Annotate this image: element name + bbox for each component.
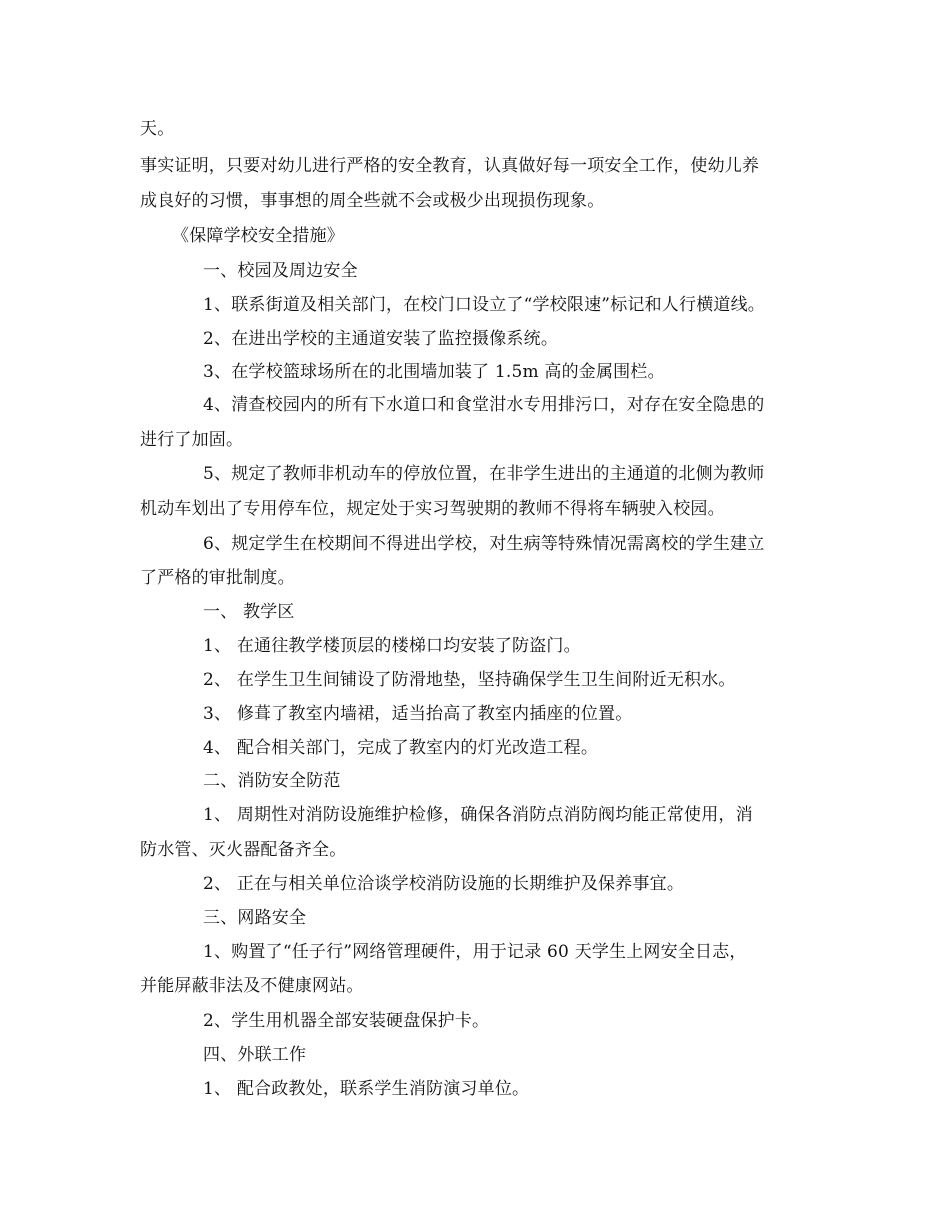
list-item-continuation: 进行了加固。 xyxy=(140,430,244,450)
list-item: 1、 配合政教处，联系学生消防演习单位。 xyxy=(203,1079,530,1099)
list-item: 4、 配合相关部门，完成了教室内的灯光改造工程。 xyxy=(203,738,599,758)
heading: 一、 教学区 xyxy=(203,602,295,622)
list-item: 2、在进出学校的主通道安装了监控摄像系统。 xyxy=(203,329,559,349)
heading: 四、外联工作 xyxy=(203,1045,307,1065)
list-item: 5、规定了教师非机动车的停放位置，在非学生进出的主通道的北侧为教师 xyxy=(203,464,765,484)
list-item: 6、规定学生在校期间不得进出学校，对生病等特殊情况需离校的学生建立 xyxy=(203,534,765,554)
list-item: 2、 正在与相关单位洽谈学校消防设施的长期维护及保养事宜。 xyxy=(203,874,685,894)
list-item: 4、清查校园内的所有下水道口和食堂泔水专用排污口，对存在安全隐患的 xyxy=(203,395,765,415)
list-item: 1、购置了“任子行”网络管理硬件，用于记录 60 天学生上网安全日志， xyxy=(203,942,747,962)
heading: 二、消防安全防范 xyxy=(203,771,341,791)
heading: 一、校园及周边安全 xyxy=(203,261,358,281)
list-item-continuation: 防水管、灭火器配备齐全。 xyxy=(140,840,347,860)
list-item: 1、联系街道及相关部门，在校门口设立了“学校限速”标记和人行横道线。 xyxy=(203,295,765,315)
list-item: 1、 周期性对消防设施维护检修，确保各消防点消防阀均能正常使用，消 xyxy=(203,805,753,825)
list-item-continuation: 并能屏蔽非法及不健康网站。 xyxy=(140,976,364,996)
list-item: 2、 在学生卫生间铺设了防滑地垫，坚持确保学生卫生间附近无积水。 xyxy=(203,670,736,690)
list-item: 2、学生用机器全部安装硬盘保护卡。 xyxy=(203,1011,490,1031)
list-item: 1、 在通往教学楼顶层的楼梯口均安装了防盗门。 xyxy=(203,636,581,656)
list-item-continuation: 了严格的审批制度。 xyxy=(140,568,295,588)
list-item: 3、在学校篮球场所在的北围墙加装了 1.5m 高的金属围栏。 xyxy=(203,362,665,382)
text-line: 天。 xyxy=(140,119,175,139)
section-title: 《保障学校安全措施》 xyxy=(172,226,344,246)
text-line: 事实证明，只要对幼儿进行严格的安全教育，认真做好每一项安全工作，使幼儿养 xyxy=(140,156,760,176)
list-item: 3、 修葺了教室内墙裙，适当抬高了教室内插座的位置。 xyxy=(203,704,633,724)
text-line: 成良好的习惯，事事想的周全些就不会或极少出现损伤现象。 xyxy=(140,191,605,211)
heading: 三、网路安全 xyxy=(203,908,307,928)
list-item-continuation: 机动车划出了专用停车位，规定处于实习驾驶期的教师不得将车辆驶入校园。 xyxy=(140,499,725,519)
